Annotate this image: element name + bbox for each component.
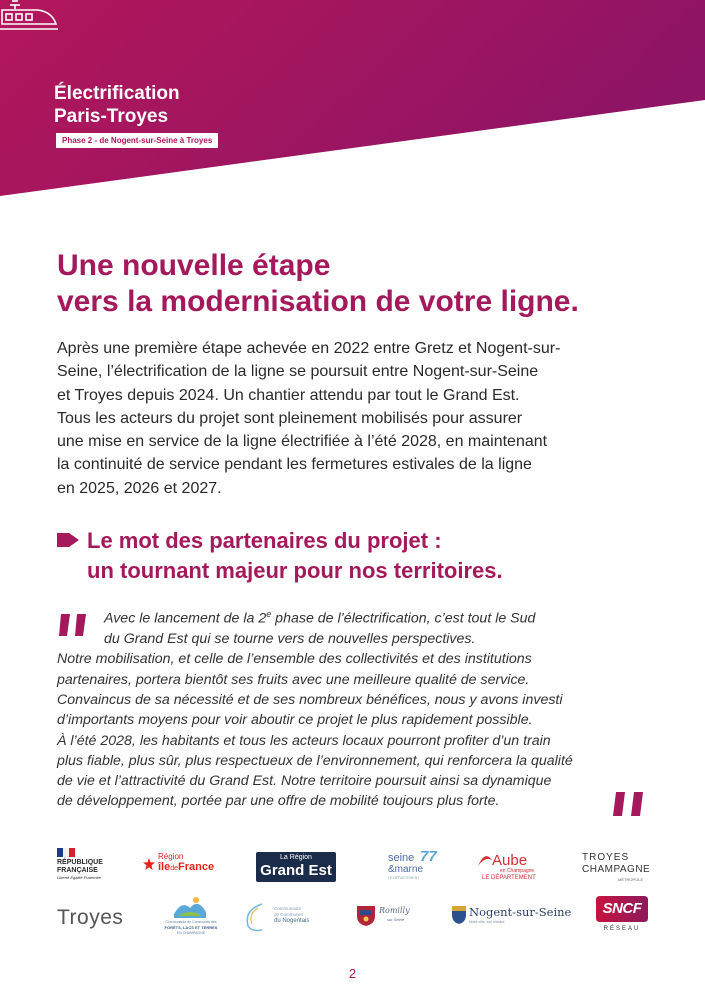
sncf-sub: RÉSEAU <box>603 926 641 932</box>
forets-line3: EN CHAMPAGNE <box>176 931 206 935</box>
nogent-text: Nogent-sur-Seine <box>469 905 572 919</box>
romilly-shield-icon <box>357 906 375 926</box>
idf-ile: île <box>158 861 171 873</box>
quote-line: du Grand Est qui se tourne vers de nouvelles perspectives. <box>104 631 476 648</box>
grandest-line2: Grand Est <box>260 862 332 879</box>
republique-francaise-logo <box>57 848 117 888</box>
intro-paragraph <box>57 337 657 500</box>
quote-line: À l’été 2028, les habitants et tous les acteurs locaux pourront profiter d’un train <box>57 732 551 749</box>
seine-marne-line2: &marne <box>388 864 424 875</box>
quote-line: Convaincus de sa nécessité et de ses nombreux bénéfices, nous y avons investi <box>57 691 563 708</box>
tcm-line3: MÉTROPOLE <box>618 877 644 882</box>
region-idf-logo <box>143 852 223 876</box>
quote-line: de vie et l’attractivité du Grand Est. Notre territoire poursuit ainsi sa dynamique <box>57 773 552 790</box>
idf-line1: Région <box>158 852 184 861</box>
partners-heading-text <box>57 526 503 586</box>
quote-text: Avec le lancement de la 2 <box>104 610 267 627</box>
cc-forets-lacs-logo <box>160 894 222 938</box>
header-banner <box>0 0 705 200</box>
nogent-sur-seine-logo <box>452 904 570 930</box>
region-grand-est-logo <box>256 852 336 882</box>
partners-heading <box>57 526 503 586</box>
republique-line2: FRANÇAISE <box>57 867 98 874</box>
troyes-text: Troyes <box>57 906 124 929</box>
quote-line: Notre mobilisation, et celle de l’ensemble des collectivités et des institutions <box>57 651 532 668</box>
nogentais-line3: du Nogentais <box>274 918 310 924</box>
nogentais-arc-icon <box>244 902 266 932</box>
republique-line1: RÉPUBLIQUE <box>57 859 103 866</box>
brand-title <box>54 82 180 128</box>
cc-nogentais-logo <box>244 900 322 936</box>
intro-line: et Troyes depuis 2024. Un chantier attendu par tout le Grand Est. <box>57 386 520 404</box>
quote-line: de développement, portée par une offre de mobilité toujours plus forte. <box>57 793 500 810</box>
quote-line: plus fiable, plus sûr, plus respectueux de l’environnement, qui renforcera la qualité <box>57 752 573 769</box>
idf-france: France <box>178 861 215 873</box>
brand-title-line1: Électrification <box>54 83 180 104</box>
quote-text: phase de l’électrification, c’est tout le Sud <box>271 610 536 627</box>
romilly-sub: sur-Seine <box>387 917 405 922</box>
seine-marne-number: 77 <box>420 848 437 865</box>
tcm-line2: CHAMPAGNE <box>582 864 651 875</box>
headline-line2: vers la modernisation de votre ligne. <box>57 285 579 318</box>
intro-line: Tous les acteurs du projet sont pleinement mobilisés pour assurer <box>57 409 523 427</box>
aube-logo <box>478 852 550 882</box>
seine-marne-line1: seine <box>388 852 415 864</box>
page-number: 2 <box>348 966 357 981</box>
seine-et-marne-logo <box>388 848 448 880</box>
star-icon <box>143 858 155 870</box>
train-icon <box>0 0 58 32</box>
intro-line: Seine, l’électrification de la ligne se poursuit entre Nogent-sur-Seine <box>57 363 539 381</box>
aube-line1: Aube <box>492 852 528 869</box>
quote-line: partenaires, portera bientôt ses fruits avec une meilleure qualité de service. <box>57 671 530 688</box>
nogent-shield-icon <box>452 906 466 924</box>
close-quote-icon <box>610 790 648 818</box>
phase-tag: Phase 2 - de Nogent-sur-Seine à Troyes <box>56 133 218 148</box>
arrow-icon <box>57 533 79 547</box>
intro-line: la continuité de service pendant les fermetures estivales de la ligne <box>57 456 532 474</box>
intro-line: en 2025, 2026 et 2027. <box>57 479 222 497</box>
page-headline <box>57 248 579 320</box>
quote-line <box>57 604 657 629</box>
seine-marne-sub: LE DÉPARTEMENT <box>388 876 420 880</box>
marianne-icon <box>57 848 75 857</box>
sncf-text: SNCF <box>602 900 642 917</box>
headline-line1: Une nouvelle étape <box>57 249 331 282</box>
landscape-icon <box>174 894 206 918</box>
aube-line2: en Champagne <box>500 868 535 874</box>
troyes-logo <box>57 906 131 934</box>
forets-line1: Communauté de Communes des <box>165 920 217 924</box>
nogentais-line2: de Communes <box>274 912 304 917</box>
grandest-line1: La Région <box>280 854 312 861</box>
aube-swoosh-icon <box>478 854 492 866</box>
intro-line: Après une première étape achevée en 2022 entre Gretz et Nogent-sur- <box>57 340 561 357</box>
romilly-text: Romilly <box>379 906 410 915</box>
idf-line2 <box>158 861 214 873</box>
sncf-reseau-logo <box>594 896 650 934</box>
tcm-line1: TROYES <box>582 852 630 863</box>
brand-title-line2: Paris-Troyes <box>54 106 169 127</box>
republique-text <box>57 859 103 880</box>
troyes-champagne-metropole-logo <box>582 852 652 884</box>
forets-line2: FORÊTS, LACS ET TERRES <box>164 925 218 930</box>
aube-line3: LE DÉPARTEMENT <box>482 875 536 881</box>
nogent-sub: Notre ville, son histoire <box>469 920 505 924</box>
quote-line: d’importants moyens pour voir aboutir ce projet le plus rapidement possible. <box>57 712 533 729</box>
romilly-logo <box>357 904 425 930</box>
intro-line: une mise en service de la ligne électrifiée à l’été 2028, en maintenant <box>57 433 548 451</box>
partners-quote <box>57 604 657 812</box>
idf-de: de <box>170 865 179 872</box>
partners-heading-line2: un tournant majeur pour nos territoires. <box>87 558 503 583</box>
partners-heading-line1: Le mot des partenaires du projet : <box>87 528 442 553</box>
quote-superscript: e <box>266 609 272 619</box>
republique-motto: Liberté Égalité Fraternité <box>57 875 101 880</box>
nogentais-line1: Communauté <box>274 906 302 911</box>
